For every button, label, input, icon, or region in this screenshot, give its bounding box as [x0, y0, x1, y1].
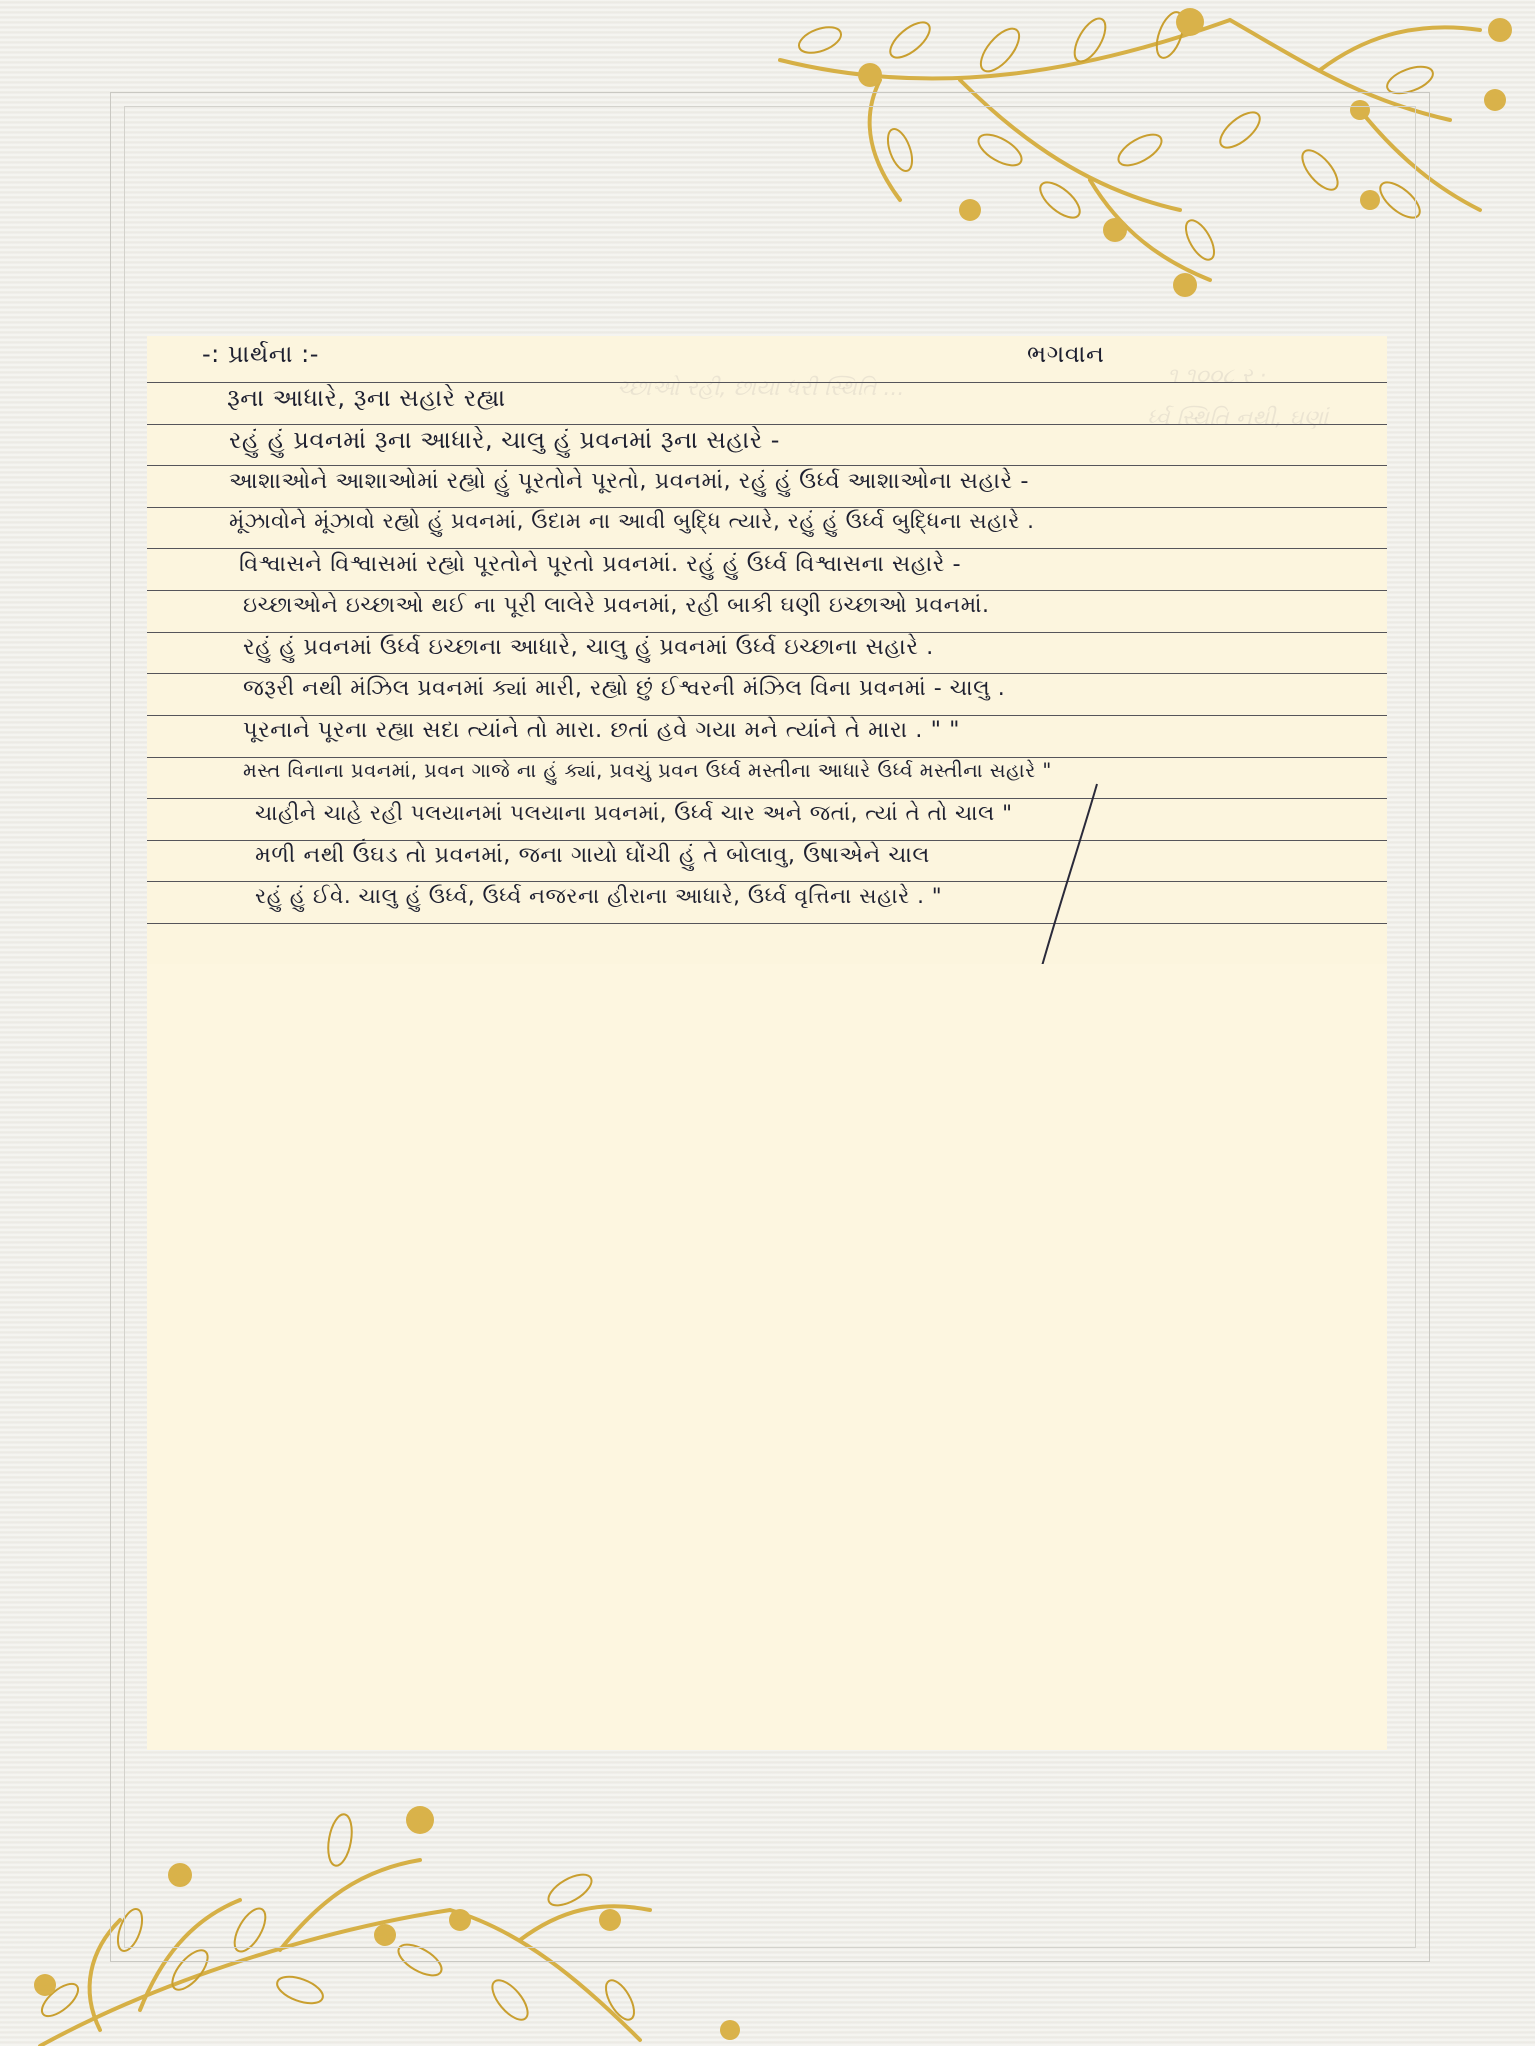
note-line: મસ્ત વિનાના પ્રવનમાં, પ્રવન ગાજે ના હું ક્યાં, પ્રવચું પ્રવન ઉર્ધ્વ મસ્તીના આધારે ઉર્ધ્વ મસ્તીના સહારે " — [243, 759, 1052, 782]
note-line: ચાહીને ચાહે રહી પલયાનમાં પલયાના પ્રવનમાં, ઉર્ધ્વ ચાર અને જતાં, ત્યાં તે તો ચાલ " — [255, 801, 1013, 826]
note-line: પૂરનાને પૂરના રહ્યા સદા ત્યાંને તો મારા. છતાં હવે ગયા મને ત્યાંને તે મારા . " " — [243, 717, 960, 743]
note-heading-left: -: પ્રાર્થના :- — [202, 340, 319, 368]
note-line: રહું હું પ્રવનમાં રૂના આધારે, ચાલુ હું પ્રવનમાં રૂના સહારે - — [229, 426, 780, 454]
note-line: જરૂરી નથી મંઝિલ પ્રવનમાં ક્યાં મારી, રહ્યો છું ઈશ્વરની મંઝિલ વિના પ્રવનમાં - ચાલુ . — [243, 676, 1006, 701]
note-line: મળી નથી ઉંઘડ તો પ્રવનમાં, જના ગાયો ઘોંચી હું તે બોલાવુ, ઉષાએને ચાલ — [255, 842, 930, 868]
note-line: રહું હું પ્રવનમાં ઉર્ધ્વ ઇચ્છાના આધારે, ચાલુ હું પ્રવનમાં ઉર્ધ્વ ઇચ્છાના સહારે . — [243, 634, 934, 660]
note-line: વિશ્વાસને વિશ્વાસમાં રહ્યો પૂરતોને પૂરતો પ્રવનમાં. રહું હું ઉર્ધ્વ વિશ્વાસના સહારે - — [239, 551, 962, 577]
pen-stroke-mark — [1027, 776, 1107, 964]
note-line: રહું હું ઈવે. ચાલુ હું ઉર્ધ્વ, ઉર્ધ્વ નજરના હીરાના આધારે, ઉર્ધ્વ વૃત્તિના સહારે . " — [255, 884, 943, 909]
note-line: ઇચ્છાઓને ઇચ્છાઓ થઈ ના પૂરી લાલેરે પ્રવનમાં, રહી બાકી ઘણી ઇચ્છાઓ પ્રવનમાં. — [243, 593, 990, 618]
note-line: રૂના આધારે, રૂના સહારે રહ્યા — [227, 384, 506, 412]
note-heading-right: ભગવાન — [1027, 340, 1105, 368]
note-line: આશાઓને આશાઓમાં રહ્યો હું પૂરતોને પૂરતો, પ્રવનમાં, રહું હું ઉર્ધ્વ આશાઓના સહારે - — [229, 468, 1029, 494]
note-line: મૂંઝાવોને મૂંઝાવો રહ્યો હું પ્રવનમાં, ઉદામ ના આવી બુદ્ધિ ત્યારે, રહું હું ઉર્ધ્વ બુદ્ધિના સહારે . — [229, 509, 1035, 534]
handwritten-note-scan: ૧ ૧૦૦૮ ર · ર્ધ્વ સ્થિતિ નથી, ઘણાં ચ્છાઓ રહી, છાયા ધરી સ્થિતિ ... -: પ્રાર્થના :- ભગવાન રૂના આધારે, રૂના સહારે રહ્યા રહું હું પ્રવનમાં રૂના આધારે, ચાલુ હું પ્રવનમાં રૂના સહારે - આશાઓને આશાઓમાં રહ્યો હું પૂરતોને પૂરતો, પ્રવનમાં, રહું હું ઉર્ધ્વ આશાઓના સહારે - મૂંઝાવોને મૂંઝાવો રહ્યો હું પ્રવનમાં, ઉદામ ના આવી બુદ્ધિ ત્યારે, રહું હું ઉર્ધ્વ બુદ્ધિના સહારે . વિશ્વાસને વિશ્વાસમાં રહ્યો પૂરતોને પૂરતો પ્રવનમાં. રહું હું ઉર્ધ્વ વિશ્વાસના સહારે - ઇચ્છાઓને ઇચ્છાઓ થઈ ના પૂરી લાલેરે પ્રવનમાં, રહી બાકી ઘણી ઇચ્છાઓ પ્રવનમાં. રહું હું પ્રવનમાં ઉર્ધ્વ ઇચ્છાના આધારે, ચાલુ હું પ્રવનમાં ઉર્ધ્વ ઇચ્છાના સહારે . જરૂરી નથી મંઝિલ પ્રવનમાં ક્યાં મારી, રહ્યો છું ઈશ્વરની મંઝિલ વિના પ્રવનમાં - ચાલુ . પૂરનાને પૂરના રહ્યા સદા ત્યાંને તો મારા. છતાં હવે ગયા મને ત્યાંને તે મારા . " " મસ્ત વિનાના પ્રવનમાં, પ્રવન ગાજે ના હું ક્યાં, પ્રવચું પ્રવન ઉર્ધ્વ મસ્તીના આધારે ઉર્ધ્વ મસ્તીના સહારે " ચાહીને ચાહે રહી પલયાનમાં પલયાના પ્રવનમાં, ઉર્ધ્વ ચાર અને જતાં, ત્યાં તે તો ચાલ " મળી નથી ઉંઘડ તો પ્રવનમાં, જના ગાયો ઘોંચી હું તે બોલાવુ, ઉષાએને ચાલ રહું હું ઈવે. ચાલુ હું ઉર્ધ્વ, ઉર્ધ્વ નજરના હીરાના આધારે, ઉર્ધ્વ વૃત્તિના સહારે . " — [147, 336, 1387, 964]
